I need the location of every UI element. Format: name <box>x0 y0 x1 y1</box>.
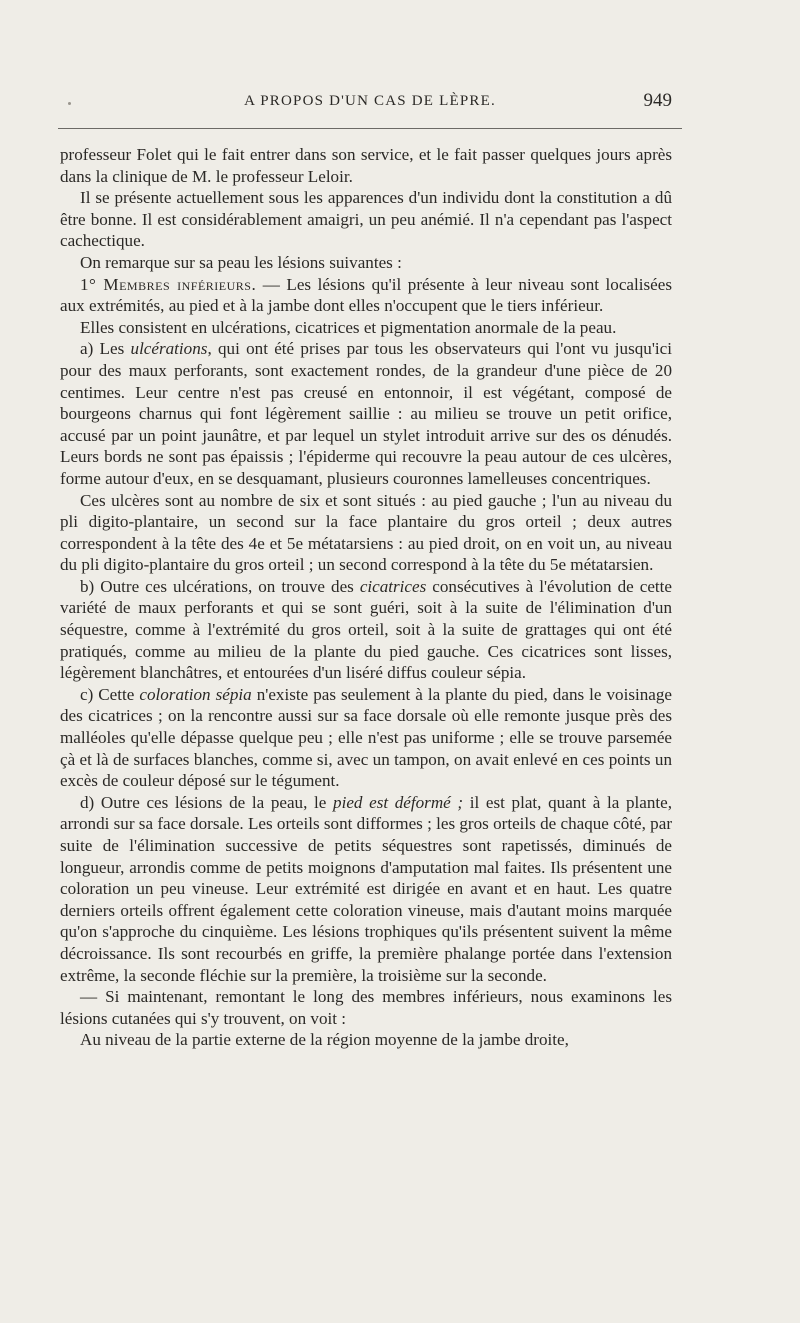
paragraph <box>60 684 672 792</box>
paragraph-text: , qui ont été prises par tous les observateurs qui l'ont vu jusqu'ici pour des maux perforants, sont exactement rondes, de la grandeur d'une pièce de 20 centimes. Leur centre n'est pas creusé en entonnoir, il est végétant, composé de bourgeons charnus qui font légèrement saillie : au milieu se trouve un petit orifice, accusé par un point jaunâtre, et par lequel un stylet introduit arrive sur des os dénudés. Leurs bords ne sont pas épaissis ; l'épiderme qui recouvre la peau autour de ces ulcères, forme autour d'eux, en se desquamant, plusieurs couronnes lamelleuses concentriques. <box>60 339 672 488</box>
paragraph <box>60 576 672 684</box>
paragraph-text: — Si maintenant, remontant le long des membres inférieurs, nous examinons les lésions cutanées qui s'y trouvent, on voit : <box>60 987 672 1028</box>
paragraph-text: n'existe pas seulement à la plante du pied, dans le voisinage des cicatrices ; on la rencontre aussi sur sa face dorsale où elle remonte jusque près des malléoles qu'elle dépasse quelque peu ; elle n'est pas uniforme ; elle se trouve parsemée çà et là de surfaces blanches, comme si, avec un tampon, on avait enlevé en ces points un excès de couleur déposé sur le tégument. <box>60 684 673 791</box>
paragraph-prefix: c) Cette <box>80 684 140 704</box>
page-number: 949 <box>643 90 672 111</box>
paragraph-text: — Les lésions qu'il présente à leur niveau sont localisées aux extrémités, au pied et à la jambe dont elles n'occupent que le tiers inférieur. <box>60 274 672 316</box>
paragraph <box>60 187 672 252</box>
paragraph-text: On remarque sur sa peau les lésions suivantes : <box>80 252 402 272</box>
paragraph <box>60 252 672 274</box>
paragraph-text: Il se présente actuellement sous les apparences d'un individu dont la constitution a dû être bonne. Il est considérablement amaigri, un peu anémié. Il n'a cependant pas l'aspect cachectique. <box>60 188 672 251</box>
paragraph-prefix: d) Outre ces lésions de la peau, le <box>80 792 334 812</box>
paragraph <box>60 274 672 317</box>
emphasis-term: cicatrices <box>359 576 427 596</box>
paragraph-text: consécutives à l'évolution de cette variété de maux perforants et qui se sont guéri, soit à la suite de l'élimination d'un séquestre, comme à l'extrémité du gros orteil, soit à la suite de grattages qui ont été pratiqués, comme au milieu de la plante du pied gauche. Ces cicatrices sont lisses, légèrement blanchâtres, et entourées d'un liséré diffus couleur sépia. <box>60 576 672 683</box>
emphasis-term: coloration sépia <box>139 684 252 704</box>
paragraph <box>60 792 672 986</box>
paragraph-text: Ces ulcères sont au nombre de six et sont situés : au pied gauche ; l'un au niveau du pli digito-plantaire, un second sur la face plantaire du gros orteil ; deux autres correspondent à la tête des 4e et 5e métatarsiens : au pied droit, on en voit un, au niveau du pli digito-plantaire du gros orteil ; un second correspond à la tête du 5e métatarsien. <box>60 490 672 575</box>
paragraph-prefix: a) Les <box>80 339 131 359</box>
paragraph-text: il est plat, quant à la plante, arrondi sur sa face dorsale. Les orteils sont difformes ; les gros orteils de chaque côté, par suite de l'élimination successive de petits séquestres sont rapetissés, diminués de longueur, arrondis comme de petits moignons d'amputation mal faites. Ils présentent une coloration un peu vineuse. Leur extrémité est dirigée en avant et en haut. Les quatre derniers orteils offrent également cette coloration vineuse, mais d'autant moins marquée qu'on s'approche du cinquième. Les lésions trophiques qu'ils présentent suivent la même décroissance. Ils sont recourbés en griffe, la première phalange portée dans l'extension extrême, la seconde fléchie sur la première, la troisième sur la seconde. <box>60 792 673 985</box>
paragraph <box>60 490 672 576</box>
paragraph-prefix: b) Outre ces ulcérations, on trouve des <box>80 576 360 596</box>
paragraph-text: Elles consistent en ulcérations, cicatrices et pigmentation anormale de la peau. <box>80 317 617 337</box>
running-title: A PROPOS D'UN CAS DE LÈPRE. <box>244 93 496 109</box>
paragraph <box>60 317 672 339</box>
paragraph <box>60 338 672 489</box>
section-heading: 1° Membres inférieurs. <box>80 274 257 294</box>
emphasis-term: pied est déformé ; <box>333 792 464 812</box>
header-rule <box>58 128 682 129</box>
paragraph-text: Au niveau de la partie externe de la région moyenne de la jambe droite, <box>80 1030 569 1050</box>
body-text <box>60 144 672 1051</box>
running-header <box>60 92 680 116</box>
emphasis-term: ulcérations <box>130 339 208 359</box>
paragraph <box>60 144 672 187</box>
paragraph <box>60 1029 672 1051</box>
paragraph <box>60 986 672 1029</box>
paragraph-text: professeur Folet qui le fait entrer dans son service, et le fait passer quelques jours après dans la clinique de M. le professeur Leloir. <box>60 145 672 186</box>
